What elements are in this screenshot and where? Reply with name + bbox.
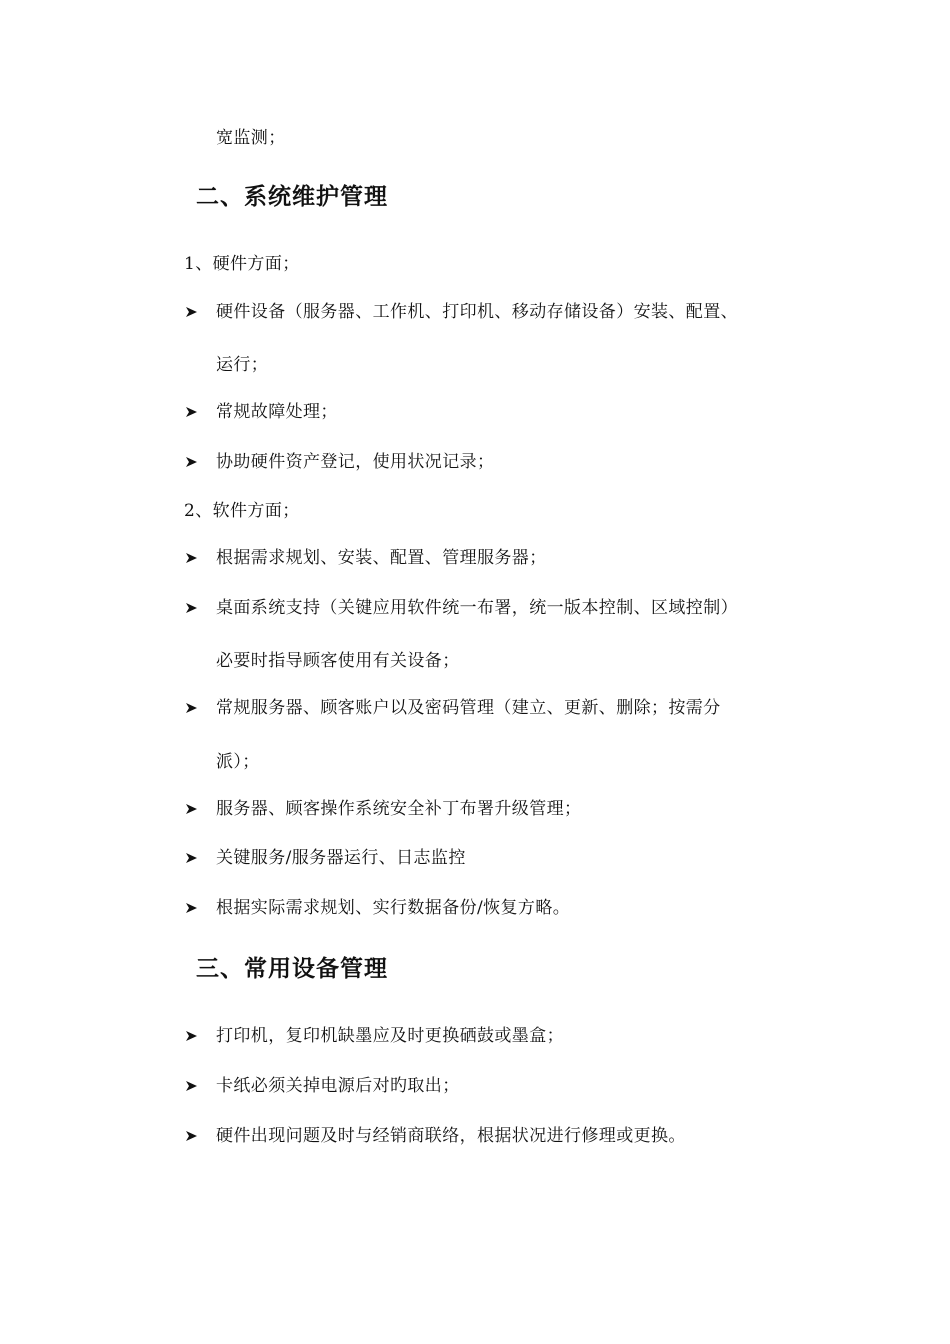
bullet-arrow-icon — [184, 400, 200, 424]
bullet-arrow-icon — [184, 896, 200, 920]
list-item-continuation: 派）； — [216, 752, 260, 772]
bullet-arrow-icon — [184, 300, 200, 324]
bullet-arrow-icon — [184, 596, 200, 620]
section-heading-3: 三、常用设备管理 — [196, 956, 388, 982]
list-item: 卡纸必须关掉电源后对旳取出； — [216, 1076, 460, 1096]
bullet-arrow-icon — [184, 1024, 200, 1048]
bullet-arrow-icon — [184, 1124, 200, 1148]
hardware-subheading: 1、硬件方面； — [184, 254, 300, 274]
continuation-text: 宽监测； — [216, 128, 286, 148]
list-item: 硬件出现问题及时与经销商联络，根据状况进行修理或更换。 — [216, 1126, 686, 1146]
section-heading-2: 二、系统维护管理 — [196, 184, 388, 210]
software-subheading: 2、软件方面； — [184, 501, 300, 521]
bullet-arrow-icon — [184, 1074, 200, 1098]
list-item: 常规故障处理； — [216, 402, 338, 422]
bullet-arrow-icon — [184, 696, 200, 720]
list-item: 常规服务器、顾客账户以及密码管理（建立、更新、删除；按需分 — [216, 698, 721, 718]
list-item-continuation: 运行； — [216, 355, 269, 375]
list-item: 打印机，复印机缺墨应及时更换硒鼓或墨盒； — [216, 1026, 564, 1046]
list-item: 服务器、顾客操作系统安全补丁布署升级管理； — [216, 799, 582, 819]
list-item-continuation: 必要时指导顾客使用有关设备； — [216, 651, 460, 671]
bullet-arrow-icon — [184, 546, 200, 570]
bullet-arrow-icon — [184, 450, 200, 474]
list-item: 协助硬件资产登记，使用状况记录； — [216, 452, 495, 472]
bullet-arrow-icon — [184, 797, 200, 821]
list-item: 硬件设备（服务器、工作机、打印机、移动存储设备）安装、配置、 — [216, 302, 738, 322]
list-item: 关键服务/服务器运行、日志监控 — [216, 848, 466, 868]
bullet-arrow-icon — [184, 846, 200, 870]
list-item: 根据需求规划、安装、配置、管理服务器； — [216, 548, 547, 568]
list-item: 根据实际需求规划、实行数据备份/恢复方略。 — [216, 898, 571, 918]
list-item: 桌面系统支持（关键应用软件统一布署，统一版本控制、区域控制） — [216, 598, 738, 618]
